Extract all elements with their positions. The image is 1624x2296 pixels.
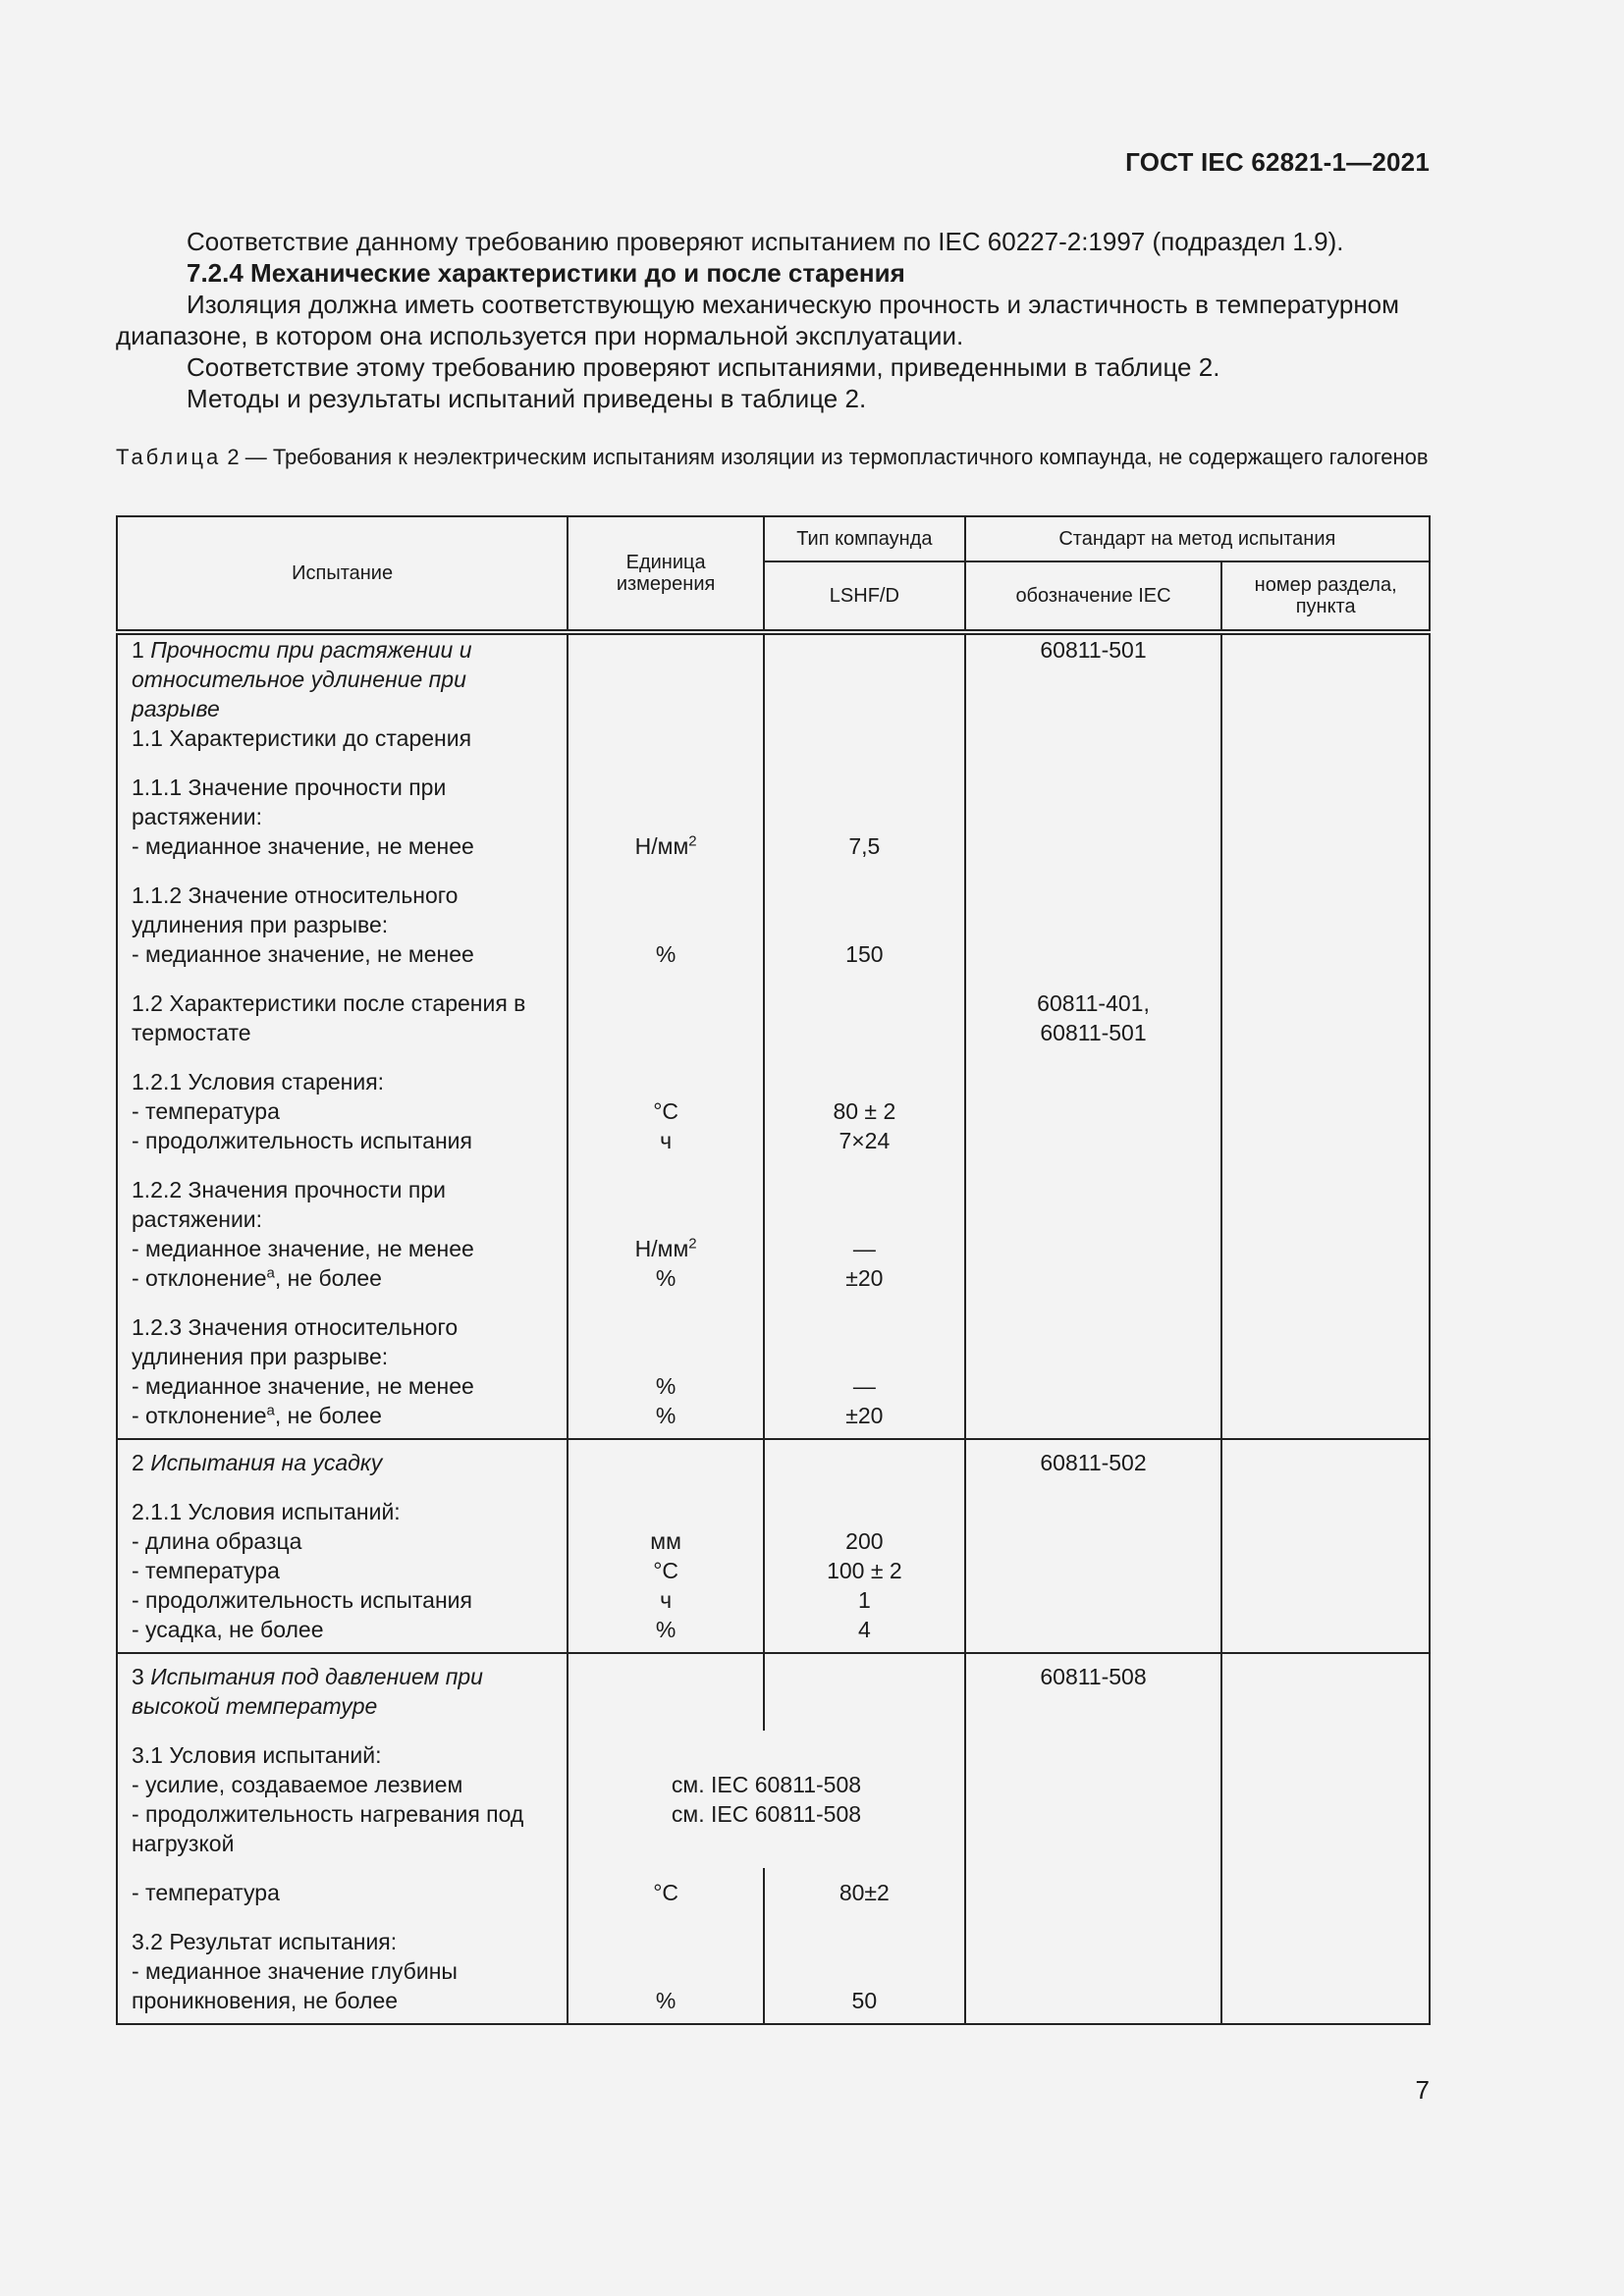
value-cell: 50: [764, 1917, 965, 2024]
value-cell: 150: [764, 871, 965, 979]
test-cell: [117, 871, 568, 979]
row-sublabel: - медианное значение глубины проникновения, не более: [132, 1958, 458, 2013]
table-row: [117, 1487, 1430, 1653]
table-row: [117, 1439, 1430, 1487]
unit-cell: [568, 1303, 764, 1439]
value: см. IEC 60811-508: [671, 1772, 862, 1797]
row-label: 1.1.1 Значение прочности при растяжении:: [132, 774, 447, 829]
test-cell: 1.2 Характеристики после старения в термостате: [117, 979, 568, 1057]
table-caption-label: Таблица: [116, 445, 222, 469]
unit-cell: %: [568, 871, 764, 979]
value: 100 ± 2: [827, 1558, 902, 1583]
test-cell: [117, 1165, 568, 1303]
standard-value: 60811-401,: [1037, 990, 1150, 1016]
group-title: Прочности при растяжении и относительное удлинение при разрыве: [132, 637, 472, 721]
test-cell: [117, 1303, 568, 1439]
test-cell: [117, 1439, 568, 1487]
table-row: [117, 1653, 1430, 1731]
row-sublabel: - медианное значение, не менее: [132, 941, 474, 967]
row-sublabel: [132, 1263, 553, 1293]
unit-value: °C: [653, 1558, 679, 1583]
unit-value: ч: [660, 1128, 673, 1153]
row-sublabel: - температура: [132, 1558, 280, 1583]
page-number: 7: [1415, 2075, 1430, 2105]
row-sublabel: - усадка, не более: [132, 1617, 324, 1642]
unit-value: %: [655, 1403, 677, 1428]
test-cell: [117, 632, 568, 723]
row-label: 1.2.2 Значения прочности при растяжении:: [132, 1177, 446, 1232]
value-cell: [764, 1303, 965, 1439]
table-row: [117, 979, 1430, 1057]
value: см. IEC 60811-508: [671, 1801, 862, 1827]
table-row: [117, 1731, 1430, 1868]
header-compound: LSHF/D: [764, 561, 965, 632]
value: 200: [845, 1528, 884, 1554]
table-row: [117, 1868, 1430, 1917]
test-cell: [117, 1653, 568, 1731]
unit-cell: [568, 1165, 764, 1303]
row-label: 3.2 Результат испытания:: [132, 1929, 398, 1954]
unit-value: [582, 1234, 749, 1263]
unit-text: Н/мм: [634, 1236, 689, 1261]
paragraph-methods: Методы и результаты испытаний приведены в таблице 2.: [187, 384, 867, 413]
unit-value: Н/мм: [634, 833, 689, 859]
row-sublabel-text: - отклонение: [132, 1403, 267, 1428]
header-compound-type: Тип компаунда: [764, 516, 965, 561]
table-row: [117, 632, 1430, 723]
unit-value: %: [655, 1617, 677, 1642]
test-cell: 1.1 Характеристики до старения: [117, 723, 568, 763]
unit-value: %: [655, 1373, 677, 1399]
header-standard: Стандарт на метод испытания: [965, 516, 1430, 561]
group-title: Испытания на усадку: [150, 1450, 383, 1475]
unit-cell: [568, 763, 764, 871]
value: —: [852, 1373, 876, 1399]
header-iec-designation: обозначение IEC: [965, 561, 1222, 632]
row-sublabel: - длина образца: [132, 1528, 302, 1554]
row-number: 3: [132, 1664, 151, 1689]
value: 7×24: [839, 1128, 891, 1153]
requirements-table: [116, 515, 1431, 2025]
row-sublabel-text: , не более: [274, 1403, 382, 1428]
unit-superscript: 2: [688, 1235, 697, 1253]
unit-cell: [568, 1057, 764, 1165]
row-sublabel: - температура: [132, 1098, 280, 1124]
unit-value: ч: [660, 1587, 673, 1613]
table-row: [117, 871, 1430, 979]
row-sublabel-text: , не более: [274, 1265, 382, 1291]
value-cell: 80±2: [764, 1868, 965, 1917]
value: 1: [857, 1587, 871, 1613]
value: ±20: [845, 1265, 884, 1291]
unit-cell: °C: [568, 1868, 764, 1917]
merged-value-cell: [568, 1731, 964, 1868]
table-row: [117, 1303, 1430, 1439]
row-label: 2.1.1 Условия испытаний:: [132, 1499, 401, 1524]
header-test: Испытание: [117, 516, 568, 632]
standard-cell: 60811-508: [965, 1653, 1222, 1731]
row-label: 1.1.2 Значение относительного удлинения при разрыве:: [132, 882, 459, 937]
value: 4: [857, 1617, 871, 1642]
row-sublabel: - медианное значение, не менее: [132, 1373, 474, 1399]
body-text: [116, 226, 1430, 414]
test-cell: [117, 1487, 568, 1653]
unit-value: %: [655, 1265, 677, 1291]
test-cell: [117, 1917, 568, 2024]
table-row: [117, 723, 1430, 763]
row-number: 1: [132, 637, 151, 663]
value-cell: [764, 1165, 965, 1303]
row-sublabel: - усилие, создаваемое лезвием: [132, 1772, 463, 1797]
row-label: 3.1 Условия испытаний:: [132, 1742, 382, 1768]
standard-cell: 60811-502: [965, 1439, 1222, 1487]
value: ±20: [845, 1403, 884, 1428]
standard-value: 60811-501: [1040, 1020, 1147, 1045]
table-row: [117, 1057, 1430, 1165]
standard-cell: [965, 979, 1222, 1057]
header-unit: Единица измерения: [568, 516, 764, 632]
row-number: 2: [132, 1450, 151, 1475]
paragraph-insulation: Изоляция должна иметь соответствующую механическую прочность и эластичность в температурном диапазоне, в котором она используется при нормальной эксплуатации.: [116, 290, 1400, 350]
unit-value: мм: [650, 1528, 681, 1554]
paragraph-compliance-check: Соответствие этому требованию проверяют испытаниями, приведенными в таблице 2.: [187, 352, 1220, 382]
row-label: 1.2.1 Условия старения:: [132, 1069, 385, 1095]
test-cell: - температура: [117, 1868, 568, 1917]
unit-value: °C: [653, 1098, 679, 1124]
test-cell: [117, 763, 568, 871]
standard-cell: 60811-501: [965, 632, 1222, 723]
value-cell: 7,5: [764, 763, 965, 871]
row-label: 1.2.3 Значения относительного удлинения при разрыве:: [132, 1314, 459, 1369]
value: 80 ± 2: [833, 1098, 896, 1124]
row-sublabel-text: - отклонение: [132, 1265, 267, 1291]
test-cell: [117, 1057, 568, 1165]
table-row: [117, 1165, 1430, 1303]
unit-cell: [568, 1487, 764, 1653]
test-cell: [117, 1731, 568, 1868]
header-clause: номер раздела, пункта: [1221, 561, 1430, 632]
row-sublabel: - продолжительность испытания: [132, 1128, 472, 1153]
value-cell: [764, 1487, 965, 1653]
row-sublabel: - медианное значение, не менее: [132, 833, 474, 859]
row-sublabel: - продолжительность испытания: [132, 1587, 472, 1613]
section-heading: 7.2.4 Механические характеристики до и после старения: [187, 258, 905, 288]
row-sublabel: - продолжительность нагревания под нагрузкой: [132, 1801, 524, 1856]
table-row: [117, 1917, 1430, 2024]
table-row: [117, 763, 1430, 871]
row-sublabel: [132, 1401, 553, 1430]
footnote-marker: a: [266, 1264, 275, 1282]
value: —: [852, 1236, 876, 1261]
table-caption: [116, 444, 1430, 471]
unit-superscript: 2: [688, 832, 697, 850]
unit-cell: %: [568, 1917, 764, 2024]
row-sublabel: - медианное значение, не менее: [132, 1236, 474, 1261]
table-caption-text: 2 — Требования к неэлектрическим испытаниям изоляции из термопластичного компаунда, не содержащего галогенов: [221, 445, 1429, 469]
value-cell: [764, 1057, 965, 1165]
footnote-marker: a: [266, 1402, 275, 1419]
paragraph-compliance: Соответствие данному требованию проверяют испытанием по IEC 60227-2:1997 (подраздел 1.9).: [187, 227, 1344, 256]
group-title: Испытания под давлением при высокой температуре: [132, 1664, 483, 1719]
document-id: ГОСТ IEC 62821-1—2021: [1125, 147, 1430, 177]
